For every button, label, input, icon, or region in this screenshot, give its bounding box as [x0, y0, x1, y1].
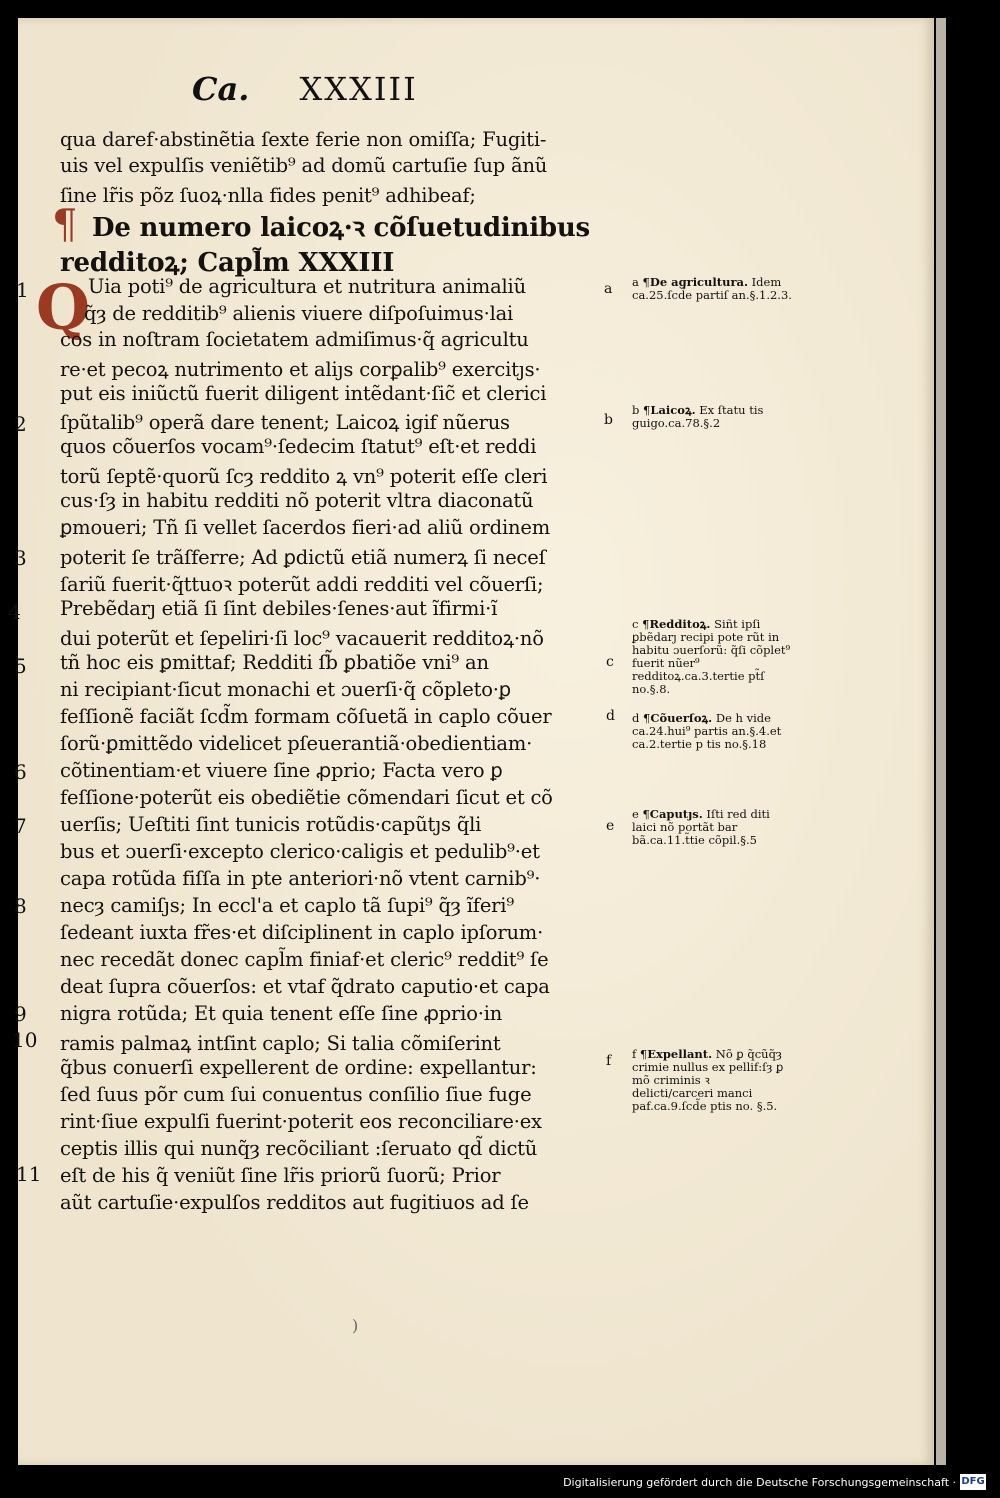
text-line: ſpũtalib⁹ operã dare tenent; Laicoꝝ igif nũerus — [60, 411, 510, 434]
line-number: 1 — [16, 278, 29, 302]
text-line: feſſione·poterũt eis obediẽtie cõmendari ſicut et cõ — [60, 786, 553, 809]
text-line: uis vel expulſis veniẽtib⁹ ad domũ cartuſie ſup ãnũ — [60, 154, 548, 177]
rubric-initial-title: ¶ — [52, 202, 78, 248]
rubric-initial-q: Q — [36, 271, 91, 344]
marginal-note-letter: e — [632, 807, 639, 821]
paragraph-mark: ¶ — [639, 1047, 648, 1061]
marginal-note-letter: b — [632, 403, 640, 417]
pencil-mark: ) — [352, 1316, 359, 1335]
text-line: cõtinentiam·et viuere ſine ꝓprio; Facta vero ꝑ — [60, 759, 503, 782]
dfg-logo: DFG — [960, 1474, 986, 1490]
line-number: 10 — [12, 1028, 38, 1052]
chapter-header — [192, 70, 418, 120]
marginal-note-lead: De agricultura. — [649, 275, 748, 289]
chapter-number: XXXIII — [299, 70, 418, 108]
marginal-note-letter: c — [632, 617, 639, 631]
paragraph-mark: ¶ — [642, 807, 650, 821]
marginal-note — [632, 404, 792, 430]
line-number: 9 — [14, 1002, 27, 1026]
text-line: q̃ȝ de redditib⁹ alienis viuere diſpoſuimus·lai — [84, 302, 514, 325]
text-line: nigra rotũda; Et quia tenent eſſe ſine ꝓprio·in — [60, 1002, 503, 1025]
text-line: De numero laicoꝝ·ꝛ cõſuetudinibus — [92, 213, 590, 243]
text-line: ſine lr̃is põz ſuoꝝ·nlla fides penit⁹ adhibeaf; — [60, 184, 476, 207]
text-line: redditoꝝ; Capl̃m XXXIII — [60, 248, 395, 278]
text-line: feſſionẽ faciãt ſcd̃m formam cõſuetã in caplo cõuer — [60, 705, 552, 728]
note-reference: d — [606, 708, 615, 724]
text-line: ni recipiant·ſicut monachi et ɔuerſi·q̃ cõpleto·ꝑ — [60, 678, 511, 701]
chapter-label: Ca. — [192, 70, 250, 108]
marginal-note-text: Ex ſtatu tis guigo.ca.78.§.2 — [632, 403, 764, 430]
page-edge — [936, 18, 946, 1465]
line-number: 3 — [14, 546, 27, 570]
text-line: deat ſupra cõuerſos: et vtaf q̃drato caputio·et capa — [60, 975, 550, 998]
marginal-note — [632, 618, 792, 696]
marginal-note — [632, 808, 792, 847]
line-number: 4 — [8, 600, 21, 624]
paragraph-mark: ¶ — [643, 711, 651, 725]
text-line: bus et ɔuerſi·excepto clerico·caligis et pedulib⁹·et — [60, 840, 540, 863]
marginal-note-lead: Caputȷs. — [649, 807, 703, 821]
marginal-note — [632, 1048, 792, 1113]
text-line: Prebẽdarȷ etiã ſi ſint debiles·ſenes·aut ĩfirmi·ĩ — [60, 597, 498, 620]
marginal-note-text: Iſti red diti laici nõ portãt bar bã.ca.11.t̃tie cõpil.§.5 — [632, 807, 770, 847]
text-line: poterit ſe trãſferre; Ad ꝑdictũ etiã numerꝝ ſi neceſ — [60, 546, 546, 569]
marginal-note — [632, 712, 792, 751]
marginal-note-letter: a — [632, 275, 639, 289]
text-line: quos cõuerſos vocam⁹·ſedecim ſtatut⁹ eſt·et reddi — [60, 435, 537, 458]
text-line: necȝ camiſȷs; In eccl'a et caplo tã ſupi⁹ q̃ȝ ĩferi⁹ — [60, 894, 514, 917]
footer-credit: Digitalisierung gefördert durch die Deutsche Forschungsgemeinschaft · — [563, 1476, 956, 1489]
marginal-note-lead: Redditoꝝ. — [649, 617, 711, 631]
marginal-note — [632, 276, 792, 302]
text-line: torũ ſeptẽ·quorũ ſcȝ reddito ꝝ vn⁹ poterit eſſe cleri — [60, 465, 548, 488]
text-line: rint·ſiue expulſi fuerint·poterit eos reconciliare·ex — [60, 1110, 542, 1133]
paragraph-mark: ¶ — [642, 617, 650, 631]
line-number: 11 — [16, 1162, 42, 1186]
marginal-note-text: Siñt ipſi ꝑbẽdarȷ recipi pote rũt in habitu ɔuerſorũ: q̃ſi cõplet⁹ fuerit nũer⁹ redditoꝝ.ca.3.tertie pt̃ſ no.§.8. — [632, 617, 791, 696]
text-line: qua daref·abstinẽtia ſexte ferie non omiſſa; Fugiti- — [60, 128, 547, 151]
text-line: ceptis illis qui nunq̃ȝ recõciliant :ſeruato qd̃ dictũ — [60, 1137, 538, 1160]
text-line: uerſis; Ueſtiti ſint tunicis rotũdis·capũtȷs q̃li — [60, 813, 482, 836]
text-line: cus·ſȝ in habitu redditi nõ poterit vltra diaconatũ — [60, 489, 534, 512]
marginal-note-letter: f — [632, 1047, 637, 1061]
note-reference: a — [604, 281, 613, 297]
line-number: 8 — [14, 894, 27, 918]
text-line: ꝑmoueri; Tñ ſi vellet ſacerdos fieri·ad aliũ ordinem — [60, 516, 550, 539]
line-number: 5 — [14, 654, 27, 678]
line-number: 6 — [14, 760, 27, 784]
note-reference: b — [604, 412, 613, 428]
text-line: eſt de his q̃ veniũt ſine lr̃is priorũ ſuorũ; Prior — [60, 1164, 501, 1187]
text-line: dui poterũt et ſepeliri·ſi loc⁹ vacauerit redditoꝝ·nõ — [60, 627, 544, 650]
text-line: ſorũ·ꝑmittẽdo videlicet pſeuerantiã·obedientiam· — [60, 732, 533, 755]
text-line: capa rotũda fiſſa in pte anteriori·nõ vtent carnib⁹· — [60, 867, 541, 890]
text-line: ſariũ fuerit·q̃ttuoꝛ poterũt addi redditi vel cõuerſi; — [60, 573, 544, 596]
paragraph-mark: ¶ — [643, 403, 651, 417]
text-line: q̃bus conuerſi expellerent de ordine: expellantur: — [60, 1056, 537, 1079]
text-line: Uia poti⁹ de agricultura et nutritura animaliũ — [88, 275, 526, 298]
marginal-note-lead: Expellant. — [647, 1047, 713, 1061]
marginal-note-lead: Laicoꝝ. — [650, 403, 696, 417]
note-reference: e — [606, 818, 615, 834]
line-number: 2 — [14, 412, 27, 436]
note-reference: f — [606, 1053, 612, 1069]
line-number: 7 — [14, 814, 27, 838]
text-line: re·et pecoꝝ nutrimento et aliȷs corꝑalib⁹ exercitȷs· — [60, 358, 541, 381]
text-line: ſedeant iuxta fr̃es·et diſciplinent in caplo ipſorum· — [60, 921, 544, 944]
text-line: aũt cartuſie·expulſos redditos aut fugitiuos ad ſe — [60, 1191, 529, 1214]
text-line: tñ hoc eis ꝑmittaf; Redditi ſb̃ ꝑbatiõe vni⁹ an — [60, 651, 489, 674]
text-line: cos in noſtram ſocietatem admiſimus·q̃ agricultu — [60, 328, 529, 351]
marginal-note-text: Nõ ꝑ q̃cũq̃ȝ crimie nullus ex pellif:ſȝ ꝑ mõ criminis ꝛ delicti/carceri manci paf.ca.9.ſcd̃e ptis no. §.5. — [632, 1047, 784, 1113]
paragraph-mark: ¶ — [642, 275, 650, 289]
marginal-note-letter: d — [632, 711, 640, 725]
text-line: nec recedãt donec capl̃m finiaf·et cleric⁹ reddit⁹ ſe — [60, 948, 549, 971]
text-line: ramis palmaꝝ intſint caplo; Si talia cõmiſerint — [60, 1032, 501, 1055]
note-reference: c — [606, 654, 614, 670]
text-line: ſed ſuus põr cum ſui conuentus conſilio ſiue fuge — [60, 1083, 532, 1106]
marginal-note-text: Idem ca.25.ſcd̃e partiſ an.§.1.2.3. — [632, 275, 792, 302]
marginal-note-text: De h vide ca.24.hui⁹ partis an.§.4.et ca.2.tertie p tis no.§.18 — [632, 711, 782, 751]
marginal-note-lead: Cõuerſoꝝ. — [650, 711, 713, 725]
text-line: put eis iniũctũ fuerit diligent intẽdant·ſic̃ et clerici — [60, 382, 547, 405]
